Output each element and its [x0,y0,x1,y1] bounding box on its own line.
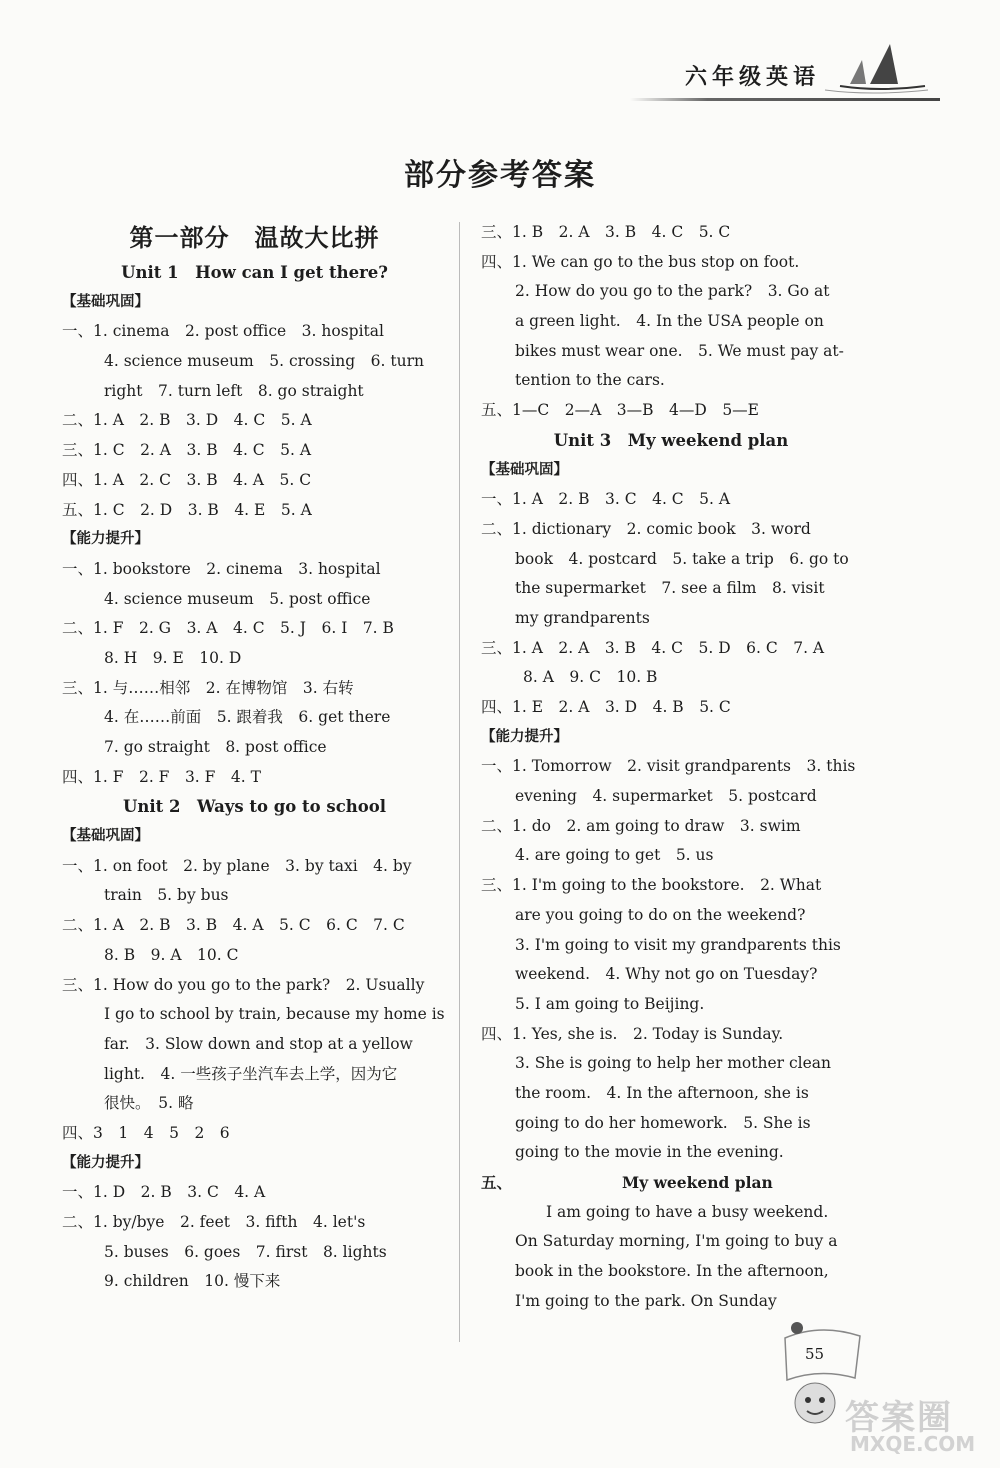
sailboat-icon [820,40,930,100]
part-title: 第一部分 温故大比拼 [129,224,380,252]
section-heading: 【能力提升】 [62,1154,149,1171]
essay-heading [481,1168,861,1198]
page-number: 55 [805,1345,825,1363]
left-column [62,218,447,1297]
answer-line: 8. B 9. A 10. C [104,945,239,964]
section-heading: 【能力提升】 [62,531,149,548]
answer-line: 三、1. A 2. A 3. B 4. C 5. D 6. C 7. A [481,638,825,657]
answer-line: 很快。 5. 略 [104,1094,194,1113]
answer-line: bikes must wear one. 5. We must pay at- [515,341,844,360]
answer-line: are you going to do on the weekend? [515,905,806,924]
column-divider [459,222,460,1342]
essay-line: book in the bookstore. In the afternoon, [515,1262,829,1281]
answer-line: 二、1. A 2. B 3. B 4. A 5. C 6. C 7. C [62,916,405,935]
unit-title: Unit 3 My weekend plan [553,430,789,450]
answer-line: 二、1. by/bye 2. feet 3. fifth 4. let's [62,1213,366,1231]
answer-line: 四、1. F 2. F 3. F 4. T [62,767,261,786]
answer-line: 4. science museum 5. post office [104,589,371,608]
answer-line: book 4. postcard 5. take a trip 6. go to [515,549,849,568]
unit-title: Unit 2 Ways to go to school [122,797,387,817]
answer-line: 9. children 10. 慢下来 [104,1272,281,1291]
answer-line: 5. buses 6. goes 7. first 8. lights [104,1242,387,1261]
answer-line: 一、1. Tomorrow 2. visit grandparents 3. this [481,757,856,776]
answer-line: right 7. turn left 8. go straight [104,381,364,400]
answer-line: 四、1. We can go to the bus stop on foot. [481,252,800,271]
section-heading: 【能力提升】 [481,728,568,745]
answer-line: 一、1. bookstore 2. cinema 3. hospital [62,559,381,578]
answer-line: light. 4. 一些孩子坐汽车去上学，因为它 [104,1064,398,1083]
answer-line: 4. 在……前面 5. 跟着我 6. get there [104,708,391,727]
answer-line: 4. are going to get 5. us [515,846,714,865]
answer-line: 7. go straight 8. post office [104,738,327,756]
answer-line: 四、1. E 2. A 3. D 4. B 5. C [481,698,731,716]
section-heading: 【基础巩固】 [481,461,568,478]
essay-line: I am going to have a busy weekend. [515,1202,829,1221]
answer-line: going to the movie in the evening. [515,1143,784,1162]
answer-line: 五、1—C 2—A 3—B 4—D 5—E [481,401,759,420]
answer-line: 二、1. dictionary 2. comic book 3. word [481,519,811,538]
section-heading: 【基础巩固】 [62,293,149,310]
essay-line: I'm going to the park. On Sunday [515,1291,777,1310]
answer-line: 三、1. B 2. A 3. B 4. C 5. C [481,223,731,241]
answer-line: 4. science museum 5. crossing 6. turn [104,352,424,371]
answer-line: my grandparents [515,608,650,627]
answer-line: 一、1. A 2. B 3. C 4. C 5. A [481,490,731,509]
answer-line: 二、1. A 2. B 3. D 4. C 5. A [62,411,312,430]
answer-line: 一、1. D 2. B 3. C 4. A [62,1183,266,1202]
unit-title: Unit 1 How can I get there? [121,263,388,282]
answer-line: 三、1. How do you go to the park? 2. Usually [62,975,425,994]
document-title: 部分参考答案 [404,158,596,193]
answer-line: 三、1. C 2. A 3. B 4. C 5. A [62,441,312,460]
section-heading: 【基础巩固】 [62,828,149,845]
answer-line: 二、1. F 2. G 3. A 4. C 5. J 6. I 7. B [62,619,394,638]
answer-line: 2. How do you go to the park? 3. Go at [515,282,830,301]
answer-line: 五、1. C 2. D 3. B 4. E 5. A [62,500,312,519]
answer-line: going to do her homework. 5. She is [515,1113,811,1132]
answer-line: 三、1. I'm going to the bookstore. 2. What [481,876,822,895]
answer-line: 5. I am going to Beijing. [515,994,705,1013]
answer-line: evening 4. supermarket 5. postcard [515,787,817,806]
essay-title: My weekend plan [622,1173,773,1192]
answer-line: 8. H 9. E 10. D [104,648,242,667]
watermark-url: MXQE.COM [850,1432,976,1456]
right-column [481,218,861,1316]
essay-line: On Saturday morning, I'm going to buy a [515,1232,838,1251]
answer-line: 四、1. A 2. C 3. B 4. A 5. C [62,470,312,489]
watermark-logo: 答案圈 [845,1398,953,1438]
answer-line: weekend. 4. Why not go on Tuesday? [515,965,818,984]
answer-line: 四、3 1 4 5 2 6 [62,1123,230,1142]
answer-line: 3. She is going to help her mother clean [515,1054,832,1073]
answer-line: 一、1. on foot 2. by plane 3. by taxi 4. by [62,856,412,875]
answer-line: 三、1. 与……相邻 2. 在博物馆 3. 右转 [62,678,354,697]
answer-line: I go to school by train, because my home is [104,1005,445,1024]
answer-line: 8. A 9. C 10. B [523,668,658,687]
page-header [620,40,940,110]
answer-line: 3. I'm going to visit my grandparents this [515,935,841,954]
answer-line: far. 3. Slow down and stop at a yellow [104,1034,413,1053]
answer-line: train 5. by bus [104,886,229,905]
answer-line: the supermarket 7. see a film 8. visit [515,579,825,598]
essay-label: 五、 [481,1173,513,1192]
header-title: 六年级英语 [684,65,820,90]
answer-line: 一、1. cinema 2. post office 3. hospital [62,322,384,341]
answer-line: a green light. 4. In the USA people on [515,312,824,331]
answer-line: the room. 4. In the afternoon, she is [515,1083,809,1102]
answer-line: 二、1. do 2. am going to draw 3. swim [481,816,801,835]
header-rule [630,98,940,101]
answer-line: tention to the cars. [515,371,665,390]
answer-line: 四、1. Yes, she is. 2. Today is Sunday. [481,1024,784,1043]
